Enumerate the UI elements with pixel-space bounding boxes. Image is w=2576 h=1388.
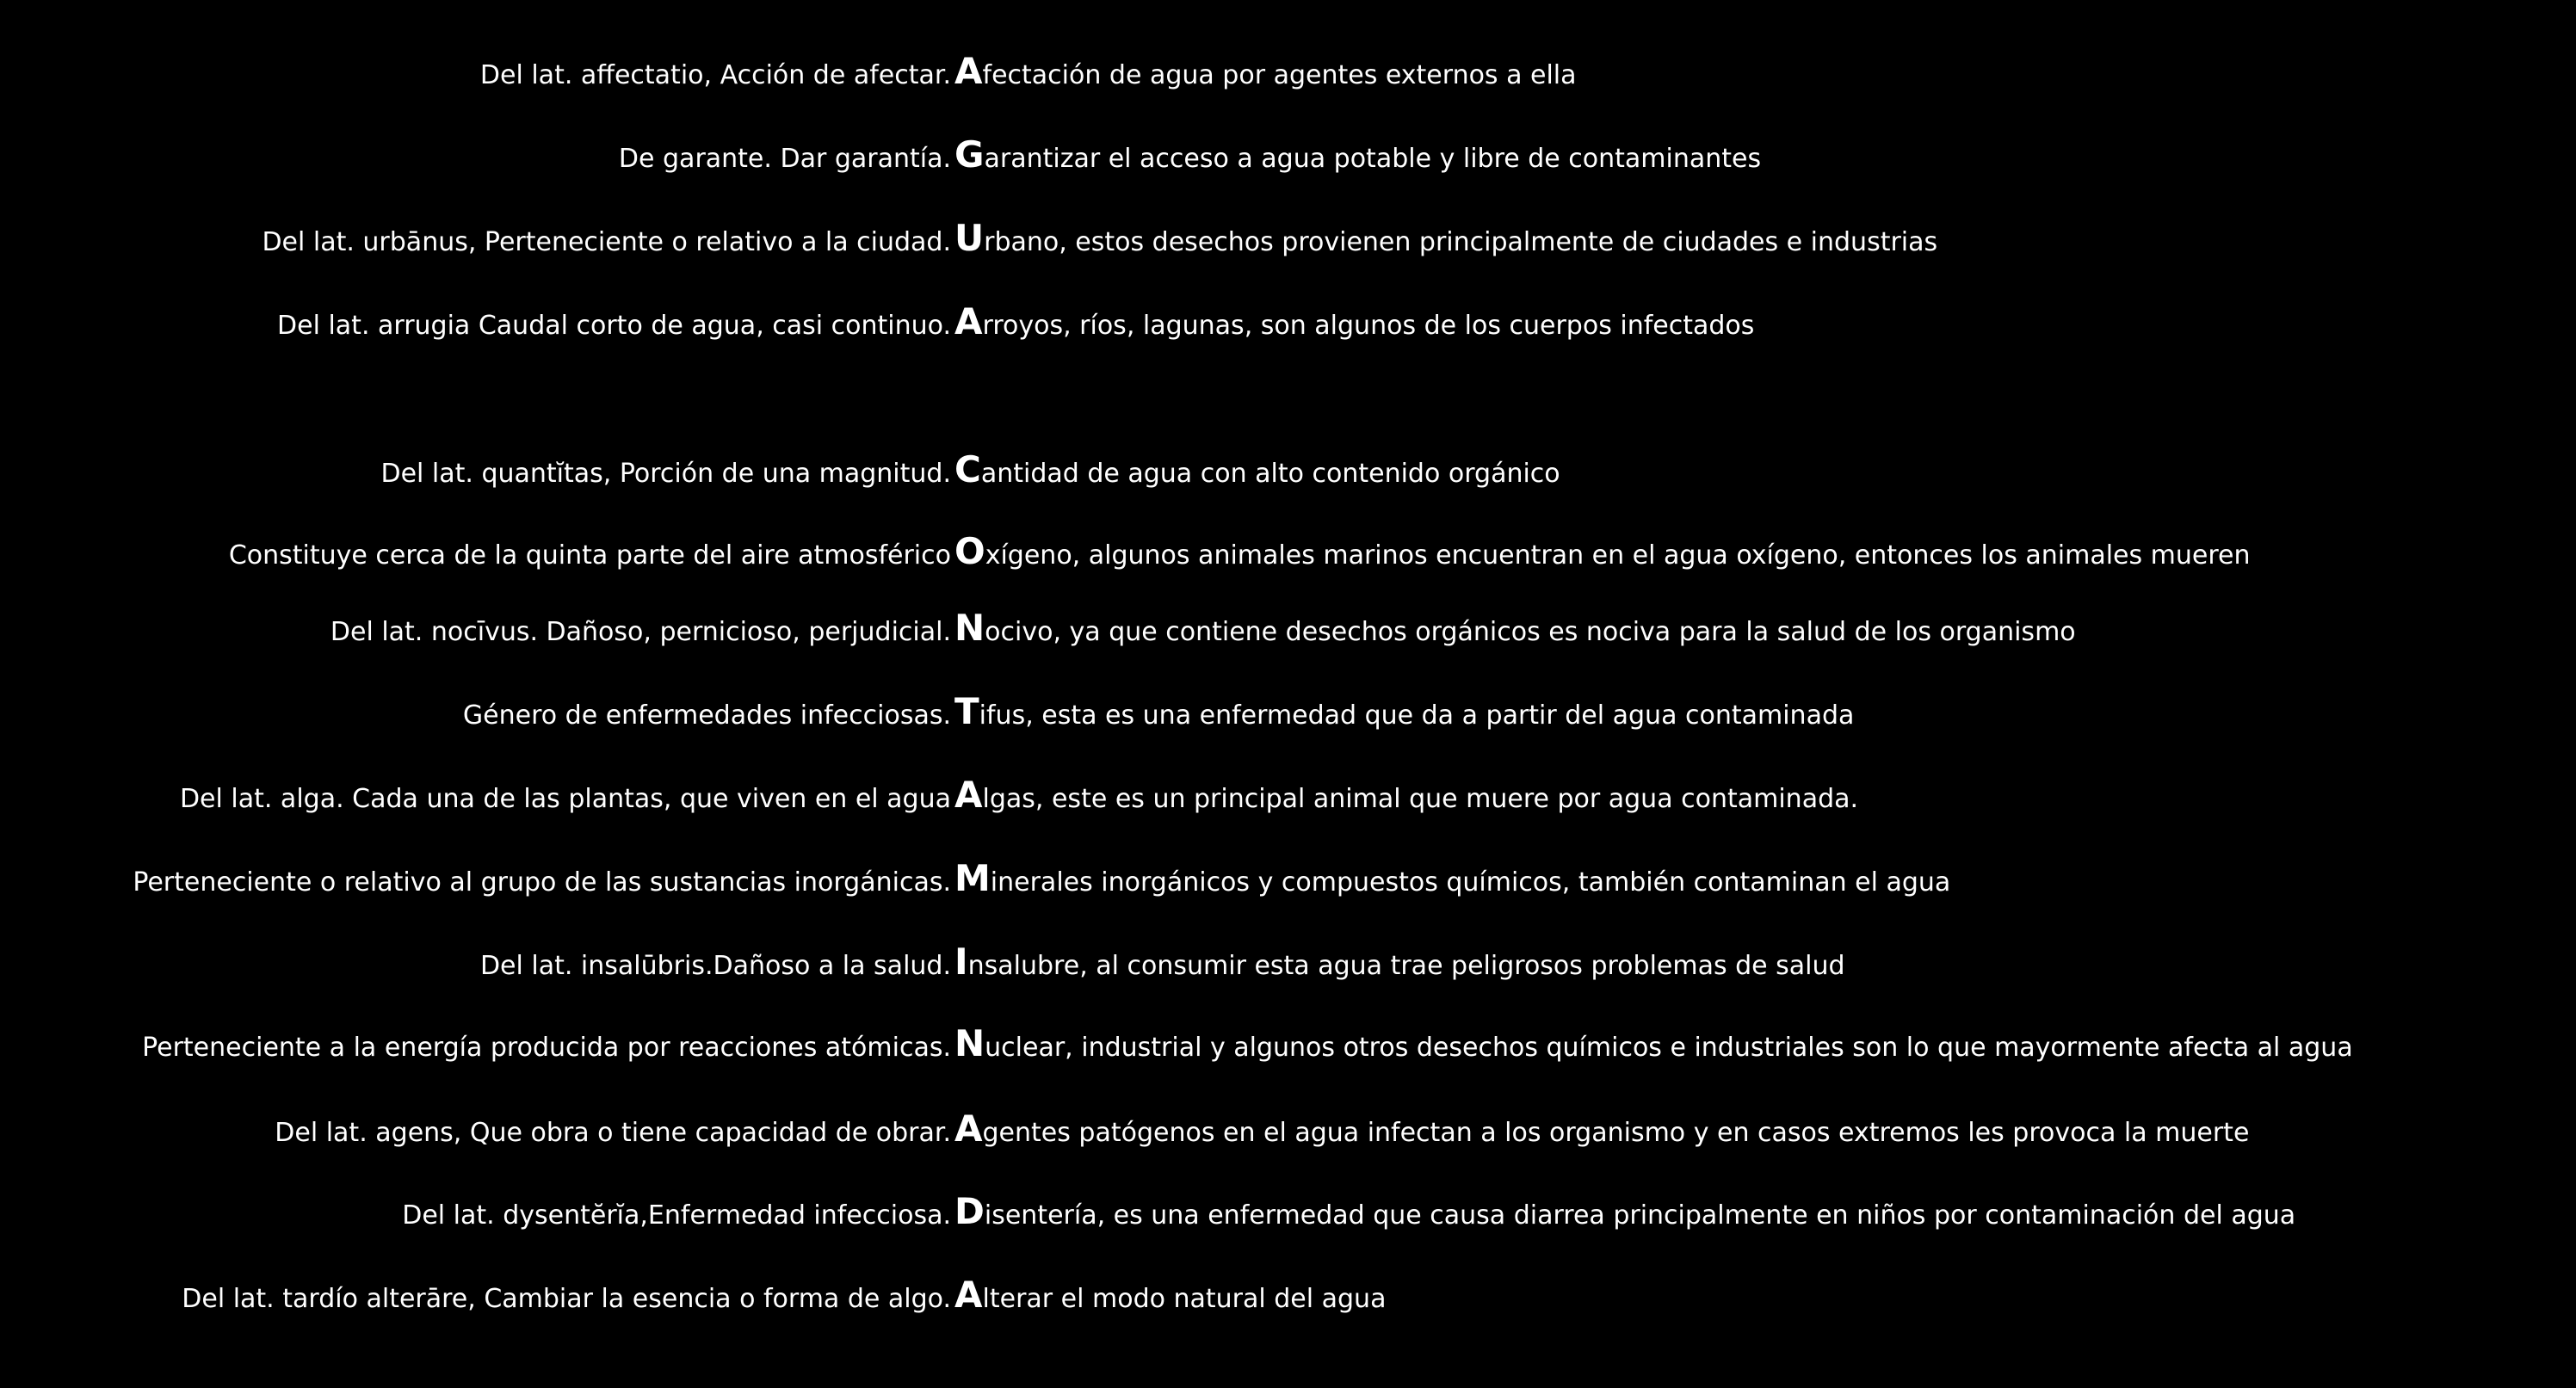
row-text: arantizar el acceso a agua potable y libre de contaminantes — [984, 144, 1762, 174]
acrostic-row — [0, 217, 2576, 268]
row-definition: Del lat. affectatio, Acción de afectar. — [479, 60, 951, 90]
row-initial-letter: T — [954, 690, 979, 732]
row-initial-letter: A — [954, 774, 983, 816]
row-initial-letter: M — [954, 857, 991, 899]
row-text: lgas, este es un principal animal que muere por agua contaminada. — [982, 784, 1859, 814]
row-definition: Del lat. nocīvus. Dañoso, pernicioso, perjudicial. — [330, 617, 951, 647]
row-definition: Del lat. arrugia Caudal corto de agua, casi continuo. — [277, 311, 951, 341]
row-text: uclear, industrial y algunos otros desechos químicos e industriales son lo que mayormente afecta al agua — [985, 1033, 2353, 1063]
row-definition: Constituye cerca de la quinta parte del aire atmosférico — [228, 540, 951, 571]
acrostic-row — [0, 1107, 2576, 1159]
acrostic-row — [0, 941, 2576, 992]
row-definition: Del lat. agens, Que obra o tiene capacidad de obrar. — [275, 1118, 951, 1148]
row-text: xígeno, algunos animales marinos encuentran en el agua oxígeno, entonces los animales mueren — [985, 540, 2251, 571]
row-text: gentes patógenos en el agua infectan a los organismo y en casos extremos les provoca la muerte — [982, 1118, 2250, 1148]
row-initial-letter: I — [954, 941, 968, 983]
row-definition: Perteneciente a la energía producida por reacciones atómicas. — [142, 1033, 951, 1063]
acrostic-row — [0, 1274, 2576, 1325]
row-definition: Del lat. alga. Cada una de las plantas, que viven en el agua — [179, 784, 951, 814]
acrostic-row — [0, 1022, 2576, 1074]
row-initial-letter: A — [954, 1107, 983, 1150]
row-initial-letter: N — [954, 1022, 985, 1064]
row-text: nsalubre, al consumir esta agua trae peligrosos problemas de salud — [967, 951, 1845, 981]
row-initial-letter: C — [954, 448, 981, 490]
row-text: lterar el modo natural del agua — [982, 1284, 1387, 1314]
row-initial-letter: G — [954, 133, 985, 176]
acrostic-row — [0, 300, 2576, 352]
row-initial-letter: D — [954, 1190, 985, 1232]
row-definition: Del lat. quantĭtas, Porción de una magnitud. — [380, 459, 951, 489]
acrostic-row — [0, 774, 2576, 825]
row-text: inerales inorgánicos y compuestos químicos, también contaminan el agua — [990, 867, 1951, 898]
row-text: rroyos, ríos, lagunas, son algunos de los cuerpos infectados — [982, 311, 1755, 341]
row-initial-letter: A — [954, 300, 983, 342]
row-initial-letter: N — [954, 607, 985, 649]
acrostic-row — [0, 530, 2576, 582]
row-definition: Perteneciente o relativo al grupo de las sustancias inorgánicas. — [133, 867, 951, 898]
acrostic-row — [0, 1190, 2576, 1242]
row-definition: Género de enfermedades infecciosas. — [462, 700, 951, 731]
row-initial-letter: A — [954, 50, 983, 92]
row-text: fectación de agua por agentes externos a ella — [982, 60, 1577, 90]
row-initial-letter: O — [954, 530, 985, 572]
row-text: isentería, es una enfermedad que causa diarrea principalmente en niños por contaminación del agua — [984, 1200, 2296, 1231]
row-initial-letter: A — [954, 1274, 983, 1316]
acrostic-row — [0, 50, 2576, 102]
acrostic-row — [0, 857, 2576, 909]
row-text: ifus, esta es una enfermedad que da a partir del agua contaminada — [979, 700, 1855, 731]
row-definition: Del lat. urbānus, Perteneciente o relativo a la ciudad. — [262, 227, 951, 257]
row-definition: De garante. Dar garantía. — [618, 144, 951, 174]
row-initial-letter: U — [954, 217, 985, 259]
acrostic-row — [0, 607, 2576, 658]
row-text: ocivo, ya que contiene desechos orgánicos es nociva para la salud de los organismo — [985, 617, 2076, 647]
row-definition: Del lat. insalūbris.Dañoso a la salud. — [479, 951, 951, 981]
acrostic-row — [0, 448, 2576, 500]
row-text: rbano, estos desechos provienen principalmente de ciudades e industrias — [984, 227, 1938, 257]
acrostic-row — [0, 133, 2576, 185]
acrostic-row — [0, 690, 2576, 742]
row-definition: Del lat. tardío alterāre, Cambiar la esencia o forma de algo. — [182, 1284, 951, 1314]
row-text: antidad de agua con alto contenido orgánico — [980, 459, 1560, 489]
row-definition: Del lat. dysentĕrĭa,Enfermedad infecciosa. — [402, 1200, 951, 1231]
